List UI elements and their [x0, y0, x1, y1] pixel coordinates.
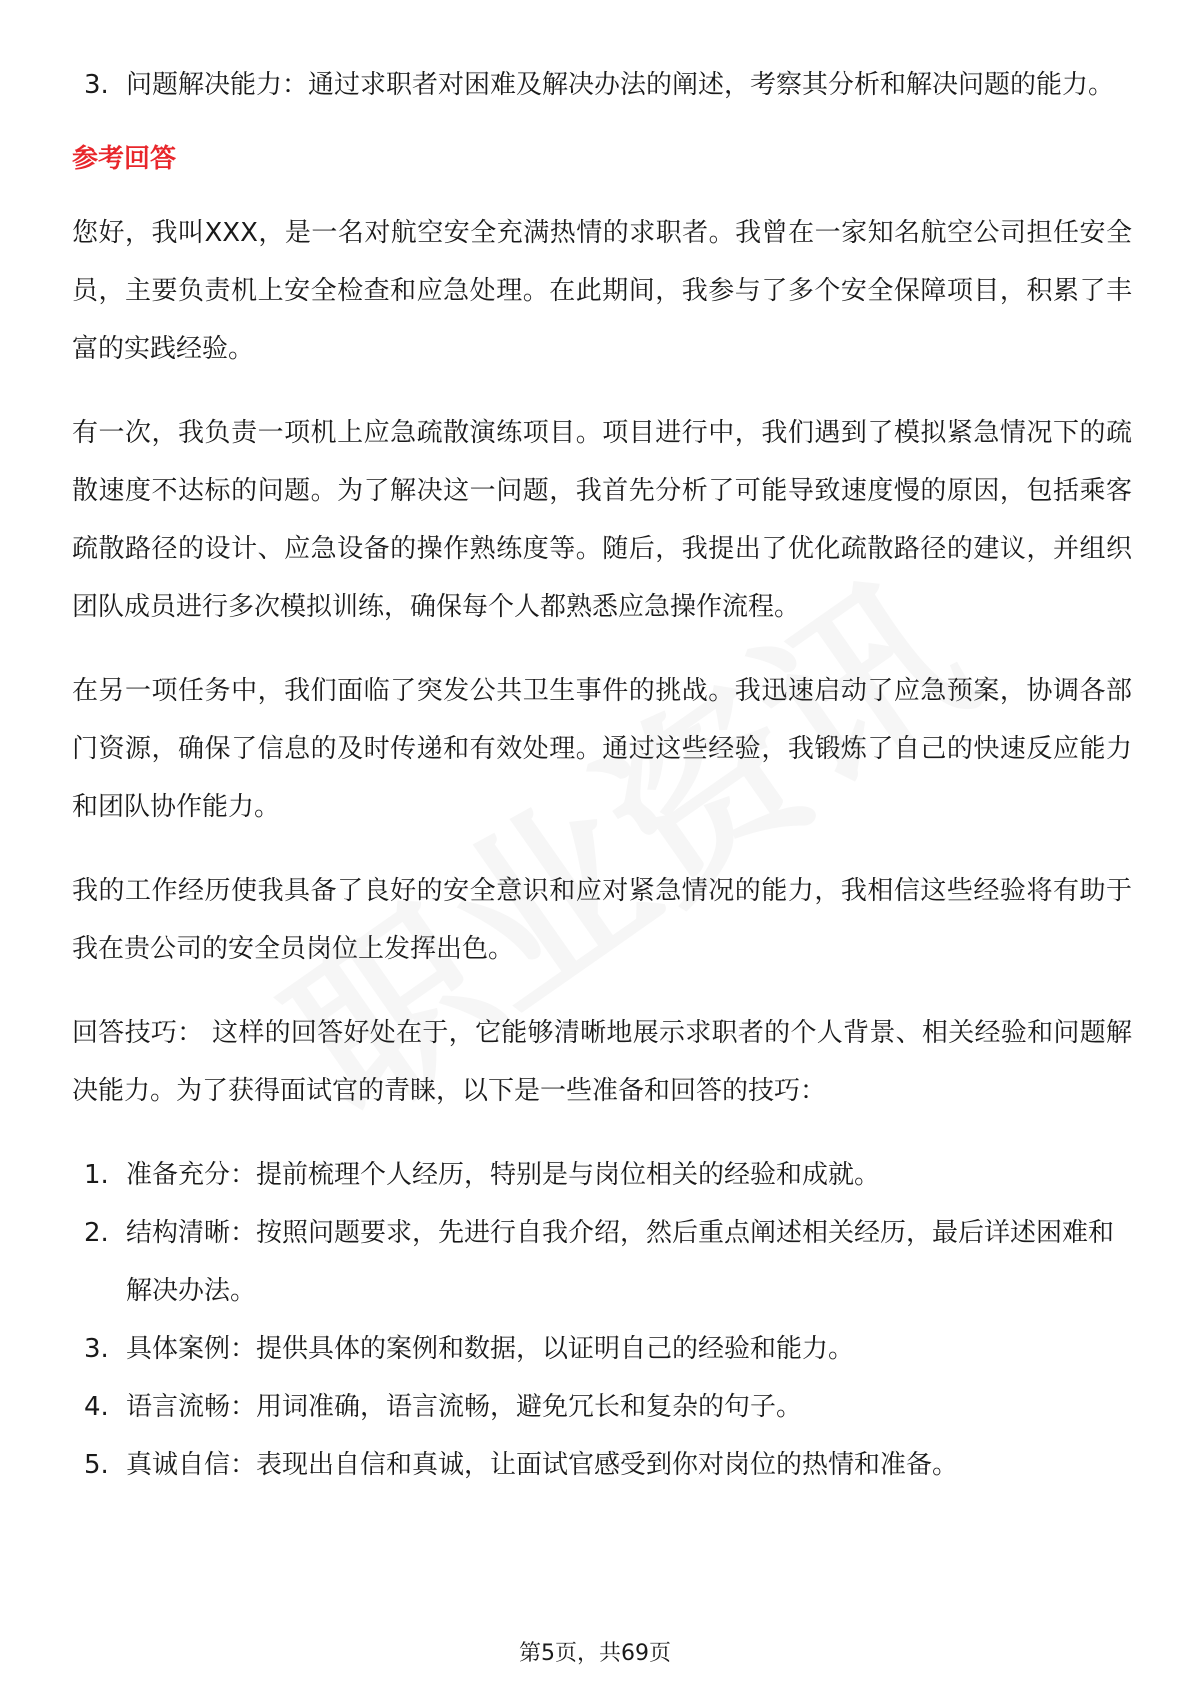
tip-item	[72, 1146, 1132, 1204]
answer-paragraph-emergency: 在另一项任务中，我们面临了突发公共卫生事件的挑战。我迅速启动了应急预案，协调各部门资源，确保了信息的及时传递和有效处理。通过这些经验，我锻炼了自己的快速反应能力和团队协作能力。	[72, 676, 1132, 822]
tips-list	[72, 1146, 1132, 1494]
list-number: 1.	[84, 1160, 109, 1190]
criteria-list-item	[72, 56, 1132, 114]
tip-item	[72, 1204, 1132, 1320]
document-body	[72, 56, 1132, 1494]
answer-tips-paragraph: 回答技巧： 这样的回答好处在于，它能够清晰地展示求职者的个人背景、相关经验和问题解决能力。为了获得面试官的青睐，以下是一些准备和回答的技巧：	[72, 1018, 1132, 1106]
tip-item	[72, 1320, 1132, 1378]
answer-heading: 参考回答	[72, 144, 177, 174]
list-number: 4.	[84, 1392, 109, 1422]
list-number: 3.	[84, 70, 109, 100]
list-number: 3.	[84, 1334, 109, 1364]
list-text: 准备充分：提前梳理个人经历，特别是与岗位相关的经验和成就。	[126, 1160, 881, 1190]
list-text: 语言流畅：用词准确，语言流畅，避免冗长和复杂的句子。	[126, 1392, 803, 1422]
list-number: 2.	[84, 1218, 109, 1248]
list-text: 问题解决能力：通过求职者对困难及解决办法的阐述，考察其分析和解决问题的能力。	[126, 70, 1115, 100]
answer-paragraph-intro: 您好，我叫XXX，是一名对航空安全充满热情的求职者。我曾在一家知名航空公司担任安全员，主要负责机上安全检查和应急处理。在此期间，我参与了多个安全保障项目，积累了丰富的实践经验。	[72, 218, 1132, 364]
answer-paragraph-summary: 我的工作经历使我具备了良好的安全意识和应对紧急情况的能力，我相信这些经验将有助于我在贵公司的安全员岗位上发挥出色。	[72, 876, 1132, 964]
list-text: 结构清晰：按照问题要求，先进行自我介绍，然后重点阐述相关经历，最后详述困难和解决办法。	[126, 1218, 1115, 1306]
list-text: 具体案例：提供具体的案例和数据，以证明自己的经验和能力。	[126, 1334, 855, 1364]
answer-paragraph-evacuation: 有一次，我负责一项机上应急疏散演练项目。项目进行中，我们遇到了模拟紧急情况下的疏散速度不达标的问题。为了解决这一问题，我首先分析了可能导致速度慢的原因，包括乘客疏散路径的设计、应急设备的操作熟练度等。随后，我提出了优化疏散路径的建议，并组织团队成员进行多次模拟训练，确保每个人都熟悉应急操作流程。	[72, 418, 1132, 622]
tip-item	[72, 1378, 1132, 1436]
tip-item	[72, 1436, 1132, 1494]
list-number: 5.	[84, 1450, 109, 1480]
page-number-footer: 第5页，共69页	[519, 1641, 671, 1666]
list-text: 真诚自信：表现出自信和真诚，让面试官感受到你对岗位的热情和准备。	[126, 1450, 959, 1480]
